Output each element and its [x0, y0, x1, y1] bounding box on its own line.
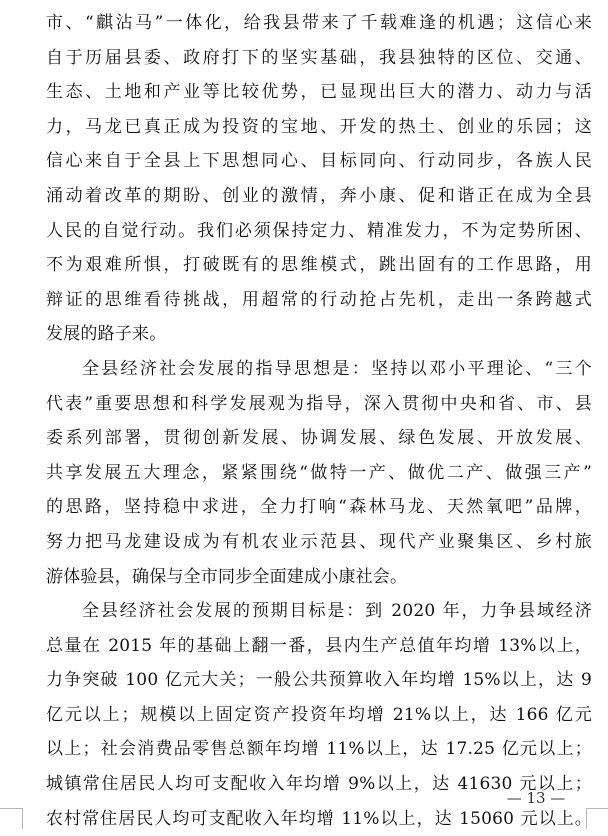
- text-line: 全县经济社会发展的指导思想是：坚持以邓小平理论、“三个: [82, 358, 592, 379]
- text-line: 的思路，坚持稳中求进，全力打响“森林马龙、天然氧吧”品牌，: [46, 497, 592, 518]
- text-line: 全县经济社会发展的预期目标是：到 2020 年，力争县域经济: [82, 601, 592, 622]
- text-line: 力，马龙已真正成为投资的宝地、开发的热土、创业的乐园；这: [46, 116, 592, 137]
- text-line: 努力把马龙建设成为有机农业示范县、现代产业聚集区、乡村旅: [46, 531, 592, 552]
- text-line: 生态、土地和产业等比较优势，已显现出巨大的潜力、动力与活: [46, 82, 592, 103]
- document-body: [46, 6, 592, 836]
- text-line: 以上；社会消费品零售总额年均增 11%以上，达 17.25 亿元以上；: [46, 739, 592, 760]
- text-line: 辩证的思维看待挑战，用超常的行动抢占先机，走出一条跨越式: [46, 289, 592, 310]
- text-line: 委系列部署，贯彻创新发展、协调发展、绿色发展、开放发展、: [46, 428, 592, 449]
- text-line: 不为艰难所惧，打破既有的思维模式，跳出固有的工作思路，用: [46, 255, 592, 276]
- text-line: 共享发展五大理念，紧紧围绕“做特一产、做优二产、做强三产”: [46, 462, 592, 483]
- paragraph-1: [46, 6, 592, 352]
- text-line: 涌动着改革的期盼、创业的激情，奔小康、促和谐正在成为全县: [46, 185, 592, 206]
- text-line: 游体验县，确保与全市同步全面建成小康社会。: [46, 566, 408, 587]
- page-number: — 13 —: [506, 789, 566, 807]
- text-line: 代表”重要思想和科学发展观为指导，深入贯彻中央和省、市、县: [46, 393, 592, 414]
- text-line: 总量在 2015 年的基础上翻一番，县内生产总值年均增 13%以上，: [46, 635, 592, 656]
- text-line: 亿元以上；规模以上固定资产投资年均增 21%以上，达 166 亿元: [46, 704, 592, 725]
- text-line: 市、“麒沾马”一体化，给我县带来了千载难逢的机遇；这信心来: [46, 13, 592, 33]
- text-line: 自于历届县委、政府打下的坚实基础，我县独特的区位、交通、: [46, 47, 592, 68]
- crop-mark-bottom-left-horizontal: [0, 808, 22, 810]
- text-line: 发展的路子来。: [46, 324, 167, 345]
- text-line: 人民的自觉行动。我们必须保持定力、精准发力，不为定势所困、: [46, 220, 592, 241]
- text-line: 城镇常住居民人均可支配收入年均增 9%以上，达 41630 元以上；: [46, 774, 592, 795]
- text-line: 农村常住居民人均可支配收入年均增 11%以上，达 15060 元以上。: [46, 808, 592, 829]
- text-line: 信心来自于全县上下思想同心、目标同向、行动同步，各族人民: [46, 151, 592, 172]
- text-line: 力争突破 100 亿元大关；一般公共预算收入年均增 15%以上，达 9: [46, 670, 592, 691]
- crop-mark-bottom-left-vertical: [22, 808, 24, 829]
- paragraph-2: [46, 352, 592, 594]
